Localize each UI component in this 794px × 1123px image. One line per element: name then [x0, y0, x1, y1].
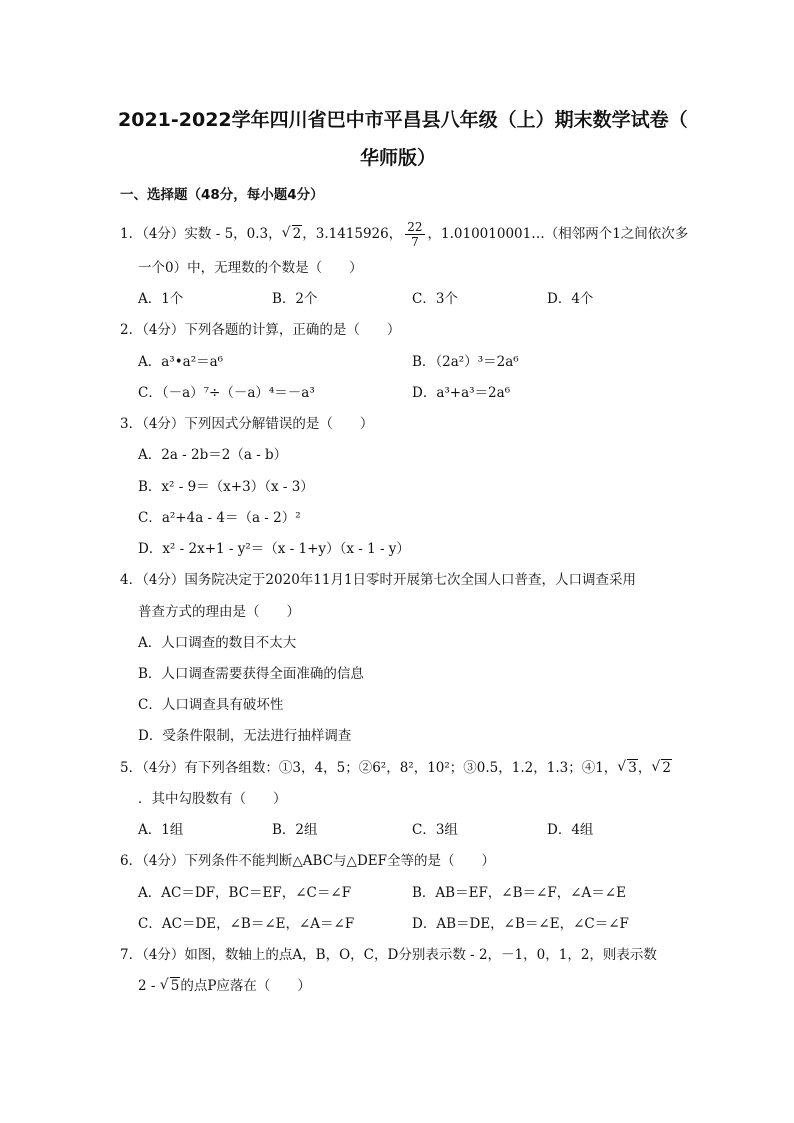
fraction-denominator: 7 — [411, 235, 419, 249]
q6-option-b: B．AB＝EF，∠B＝∠F，∠A＝∠E — [412, 885, 626, 901]
q5-text-a: 5．（4分）有下列各组数：①3，4，5；②6²，8²，10²；③0.5，1.2，1.3；④1， — [120, 760, 618, 776]
q1-option-d: D．4个 — [547, 291, 594, 307]
question-7-stem: 7．（4分）如图，数轴上的点A，B，O，C，D分别表示数 - 2，－1，0，1，2，则表示数 — [120, 947, 657, 963]
q5-option-a: A．1组 — [138, 822, 184, 838]
question-3-stem: 3．（4分）下列因式分解错误的是（ ） — [120, 416, 374, 432]
q1-text-a: 1．（4分）实数 - 5，0.3， — [120, 226, 282, 242]
q4-option-d: D．受条件限制，无法进行抽样调查 — [138, 728, 352, 744]
sqrt-symbol — [160, 977, 181, 995]
q4-option-c: C．人口调查具有破坏性 — [138, 697, 284, 713]
q7-text-b: 的点P应落在（ ） — [180, 978, 311, 994]
q1-text-c: ，1.010010001…（相邻两个1之间依次多 — [427, 226, 689, 242]
question-5-stem-continued: ．其中勾股数有（ ） — [138, 791, 287, 807]
q3-option-d: D．x² - 2x+1 - y²＝（x - 1+y）（x - 1 - y） — [138, 541, 410, 557]
q1-option-b: B．2个 — [272, 291, 318, 307]
question-7-stem-continued — [138, 977, 311, 995]
question-4-stem: 4．（4分）国务院决定于2020年11月1日零时开展第七次全国人口普查，人口调查采用 — [120, 572, 637, 588]
question-6-stem: 6．（4分）下列条件不能判断△ABC与△DEF全等的是（ ） — [120, 853, 495, 869]
fraction — [405, 220, 424, 249]
q6-option-d: D．AB＝DE，∠B＝∠E，∠C＝∠F — [412, 916, 629, 932]
q2-option-a: A．a³•a²＝a⁶ — [138, 354, 224, 370]
q7-text-a: 2 - — [138, 978, 160, 994]
q6-option-c: C．AC＝DE，∠B＝∠E，∠A＝∠F — [138, 916, 355, 932]
page-title: 2021-2022学年四川省巴中市平昌县八年级（上）期末数学试卷（ — [118, 109, 688, 131]
q7-sqrt-value: 5 — [170, 978, 180, 994]
q2-option-b: B．（2a²）³＝2a⁶ — [412, 354, 519, 370]
fraction-numerator: 22 — [407, 220, 423, 234]
question-2-stem: 2．（4分）下列各题的计算，正确的是（ ） — [120, 322, 401, 338]
q3-option-c: C．a²+4a - 4＝（a - 2）² — [138, 510, 301, 526]
q1-option-a: A．1个 — [138, 291, 184, 307]
q6-option-a: A．AC＝DF，BC＝EF，∠C＝∠F — [138, 885, 352, 901]
q3-option-b: B．x² - 9＝（x+3）（x - 3） — [138, 479, 314, 495]
page-title-continued: 华师版） — [359, 147, 436, 169]
section-heading: 一、选择题（48分，每小题4分） — [120, 187, 324, 203]
q2-option-c: C．（－a）⁷÷（－a）⁴＝－a³ — [138, 385, 315, 401]
sqrt-symbol — [617, 759, 638, 777]
q5-option-b: B．2组 — [272, 822, 318, 838]
q1-sqrt-value: 2 — [292, 226, 302, 242]
q1-text-b: ，3.1415926， — [302, 226, 403, 242]
sqrt-symbol — [651, 759, 672, 777]
q1-option-c: C．3个 — [412, 291, 458, 307]
q4-option-a: A．人口调查的数目不太大 — [138, 635, 297, 651]
q5-option-c: C．3组 — [412, 822, 458, 838]
q2-option-d: D．a³+a³＝2a⁶ — [412, 385, 511, 401]
question-5-stem — [120, 759, 672, 777]
question-4-stem-continued: 普查方式的理由是（ ） — [138, 604, 300, 620]
question-1-stem — [120, 220, 688, 249]
q5-sqrt3-value: 3 — [628, 760, 637, 776]
q4-option-b: B．人口调查需要获得全面准确的信息 — [138, 666, 364, 682]
q5-text-b: ， — [637, 760, 652, 776]
q5-sqrt2-value: 2 — [662, 760, 671, 776]
q5-option-d: D．4组 — [547, 822, 594, 838]
question-1-stem-continued: 一个0）中，无理数的个数是（ ） — [138, 260, 363, 276]
q3-option-a: A．2a - 2b＝2（a - b） — [138, 447, 288, 463]
sqrt-symbol — [282, 225, 303, 243]
